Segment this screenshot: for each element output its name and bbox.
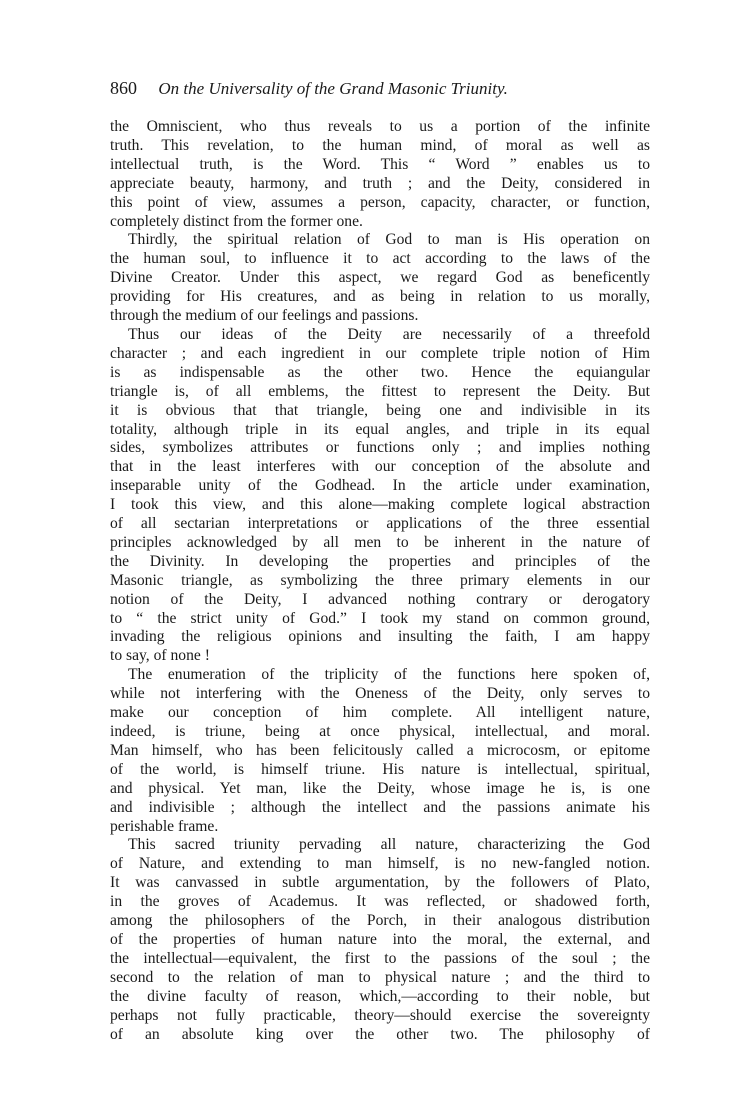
text-line: sides, symbolizes attributes or functions only ; and implies nothing xyxy=(110,439,650,457)
text-line: the human soul, to influence it to act according to the laws of the xyxy=(110,250,650,268)
running-title: On the Universality of the Grand Masonic Triunity. xyxy=(158,79,508,98)
text-line: Masonic triangle, as symbolizing the three primary elements in our xyxy=(110,571,650,589)
text-line: among the philosophers of the Porch, in their analogous distribution xyxy=(110,912,650,930)
text-line: character ; and each ingredient in our complete triple notion of Him xyxy=(110,344,650,362)
text-line: triangle is, of all emblems, the fittest to represent the Deity. But xyxy=(110,382,650,400)
text-line: of Nature, and extending to man himself, is no new-fangled notion. xyxy=(110,855,650,873)
text-line: through the medium of our feelings and passions. xyxy=(110,307,419,325)
text-line: The enumeration of the triplicity of the functions here spoken of, xyxy=(128,666,650,684)
page-number: 860 xyxy=(110,78,137,98)
text-line: this point of view, assumes a person, capacity, character, or function, xyxy=(110,193,650,211)
text-line: of the world, is himself triune. His nature is intellectual, spiritual, xyxy=(110,760,650,778)
text-line: second to the relation of man to physical nature ; and the third to xyxy=(110,968,650,986)
text-line: totality, although triple in its equal angles, and triple in its equal xyxy=(110,420,650,438)
text-line: perishable frame. xyxy=(110,817,219,835)
text-line: This sacred triunity pervading all nature, characterizing the God xyxy=(128,836,650,854)
text-line: in the groves of Academus. It was reflected, or shadowed forth, xyxy=(110,893,650,911)
text-line: that in the least interferes with our conception of the absolute and xyxy=(110,458,650,476)
text-line: providing for His creatures, and as being in relation to us morally, xyxy=(110,288,650,306)
text-line: appreciate beauty, harmony, and truth ; and the Deity, considered in xyxy=(110,174,650,192)
text-line: invading the religious opinions and insulting the faith, I am happy xyxy=(110,628,650,646)
text-line: I took this view, and this alone—making complete logical abstraction xyxy=(110,496,650,514)
text-line: the intellectual—equivalent, the first to the passions of the soul ; the xyxy=(110,949,650,967)
text-line: is as indispensable as the other two. Hence the equiangular xyxy=(110,363,650,381)
text-line: Divine Creator. Under this aspect, we regard God as beneficently xyxy=(110,269,650,287)
text-line: to “ the strict unity of God.” I took my stand on common ground, xyxy=(110,609,650,627)
text-line: make our conception of him complete. All intelligent nature, xyxy=(110,704,650,722)
text-line: while not interfering with the Oneness of the Deity, only serves to xyxy=(110,685,650,703)
text-line: the Divinity. In developing the properties and principles of the xyxy=(110,552,650,570)
text-line: principles acknowledged by all men to be inherent in the nature of xyxy=(110,533,650,551)
text-line: the Omniscient, who thus reveals to us a portion of the infinite xyxy=(110,118,650,135)
text-line: of the properties of human nature into the moral, the external, and xyxy=(110,930,650,948)
text-line: Thirdly, the spiritual relation of God to man is His operation on xyxy=(128,231,650,249)
text-line: notion of the Deity, I advanced nothing contrary or derogatory xyxy=(110,590,650,608)
text-line: perhaps not fully practicable, theory—should exercise the sovereignty xyxy=(110,1006,650,1024)
body-text xyxy=(110,118,650,1044)
text-line: and indivisible ; although the intellect and the passions animate his xyxy=(110,798,650,816)
text-line: truth. This revelation, to the human mind, of moral as well as xyxy=(110,136,650,154)
text-line: intellectual truth, is the Word. This “ Word ” enables us to xyxy=(110,155,650,173)
text-line: of an absolute king over the other two. The philosophy of xyxy=(110,1025,650,1043)
text-line: Man himself, who has been felicitously called a microcosm, or epitome xyxy=(110,741,650,759)
text-line: of all sectarian interpretations or applications of the three essential xyxy=(110,515,650,533)
text-line: indeed, is triune, being at once physical, intellectual, and moral. xyxy=(110,723,650,740)
text-line: It was canvassed in subtle argumentation, by the followers of Plato, xyxy=(110,874,650,892)
text-line: inseparable unity of the Godhead. In the article under examination, xyxy=(110,477,650,495)
text-line: it is obvious that that triangle, being one and indivisible in its xyxy=(110,401,650,419)
text-line: Thus our ideas of the Deity are necessarily of a threefold xyxy=(128,325,650,343)
text-line: to say, of none ! xyxy=(110,647,210,665)
text-line: completely distinct from the former one. xyxy=(110,212,363,230)
text-line: and physical. Yet man, like the Deity, whose image he is, is one xyxy=(110,779,650,797)
text-line: the divine faculty of reason, which,—according to their noble, but xyxy=(110,987,650,1005)
page-header xyxy=(110,78,508,99)
